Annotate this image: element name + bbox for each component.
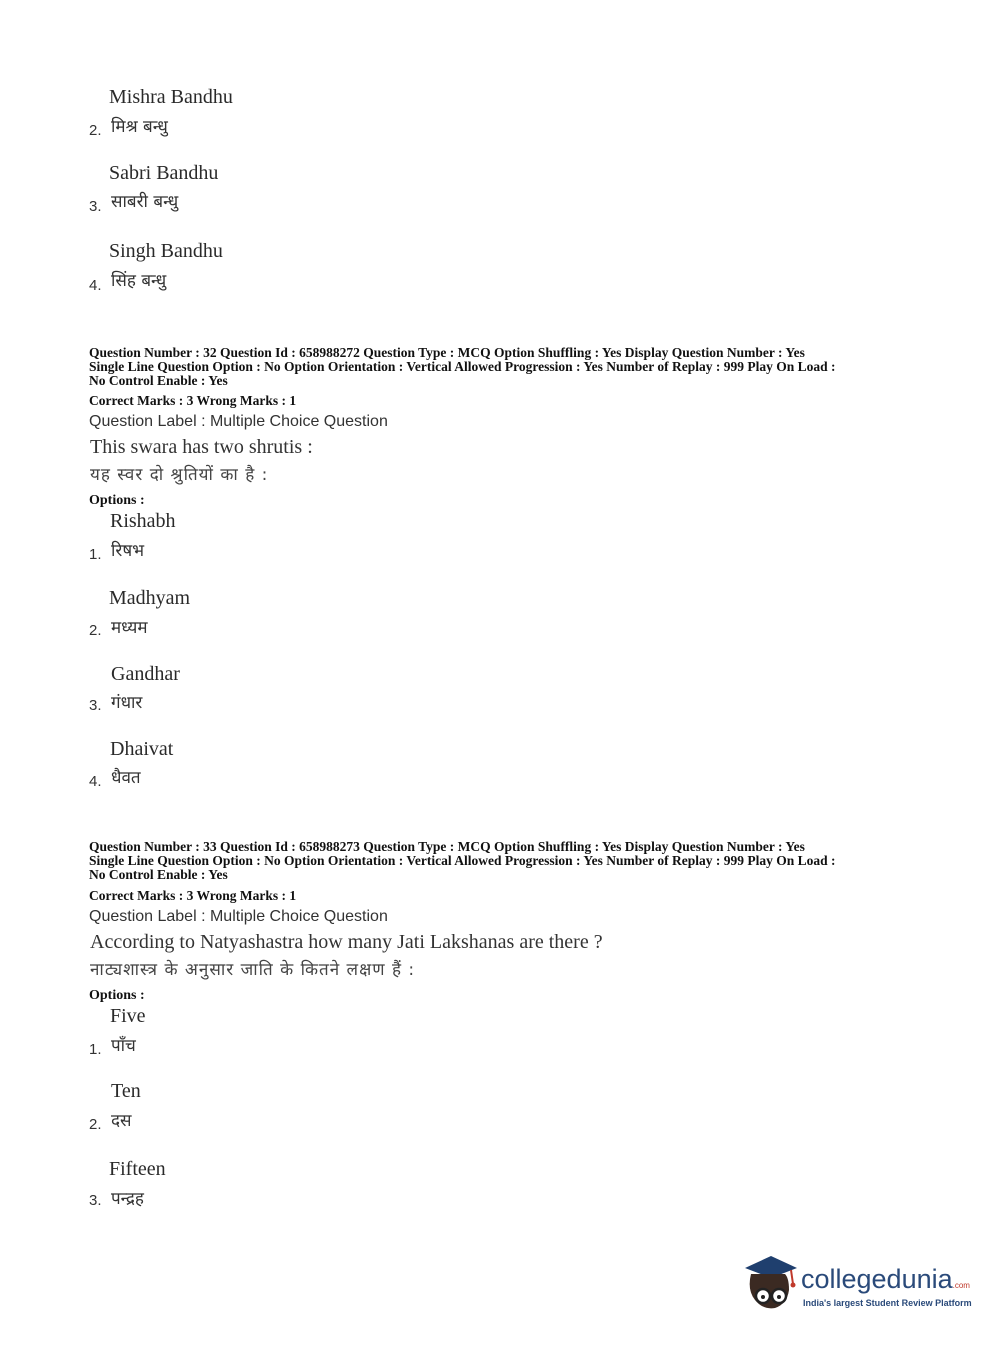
- option-hindi: धैवत: [111, 768, 141, 788]
- question-meta-line: Single Line Question Option : No Option Orientation : Vertical Allowed Progression : Yes Number of Replay : 999 Play On Load :: [89, 359, 836, 374]
- option-hindi: पाँच: [111, 1036, 136, 1056]
- option-english: Singh Bandhu: [109, 240, 223, 262]
- option-number: 4.: [89, 773, 102, 790]
- option-number: 2.: [89, 122, 102, 139]
- question-label: Question Label : Multiple Choice Question: [89, 908, 388, 925]
- option-english: Fifteen: [109, 1158, 166, 1180]
- option-number: 1.: [89, 1041, 102, 1058]
- logo-name: collegedunia: [801, 1264, 953, 1294]
- question-meta-line: Question Number : 33 Question Id : 658988273 Question Type : MCQ Option Shuffling : Yes Display Question Number : Yes: [89, 839, 805, 854]
- option-english: Sabri Bandhu: [109, 162, 219, 184]
- option-english: Dhaivat: [110, 738, 174, 760]
- option-english: Mishra Bandhu: [109, 86, 233, 108]
- question-text-hindi: यह स्वर दो श्रुतियों का है :: [90, 465, 269, 485]
- option-number: 3.: [89, 1192, 102, 1209]
- question-label: Question Label : Multiple Choice Question: [89, 413, 388, 430]
- option-number: 3.: [89, 697, 102, 714]
- option-english: Five: [110, 1005, 146, 1027]
- option-number: 2.: [89, 1116, 102, 1133]
- question-marks: Correct Marks : 3 Wrong Marks : 1: [89, 393, 297, 408]
- option-hindi: रिषभ: [111, 541, 145, 561]
- logo-suffix: .com: [952, 1281, 970, 1290]
- question-marks: Correct Marks : 3 Wrong Marks : 1: [89, 888, 297, 903]
- option-hindi: गंधार: [111, 693, 143, 713]
- option-english: Gandhar: [111, 663, 180, 685]
- option-hindi: मिश्र बन्धु: [111, 117, 168, 137]
- question-meta-line: Single Line Question Option : No Option Orientation : Vertical Allowed Progression : Yes Number of Replay : 999 Play On Load :: [89, 853, 836, 868]
- option-hindi: मध्यम: [111, 618, 148, 638]
- option-hindi: सिंह बन्धु: [111, 271, 167, 291]
- question-text-english: According to Natyashastra how many Jati Lakshanas are there ?: [90, 931, 603, 953]
- mascot-icon: [741, 1250, 799, 1314]
- question-text-hindi: नाट्यशास्त्र के अनुसार जाति के कितने लक्षण हैं :: [90, 960, 416, 980]
- question-meta-line: No Control Enable : Yes: [89, 867, 228, 882]
- option-number: 1.: [89, 546, 102, 563]
- option-number: 4.: [89, 277, 102, 294]
- option-hindi: दस: [111, 1111, 132, 1131]
- option-number: 2.: [89, 622, 102, 639]
- option-hindi: साबरी बन्धु: [111, 192, 179, 212]
- question-meta-line: Question Number : 32 Question Id : 658988272 Question Type : MCQ Option Shuffling : Yes Display Question Number : Yes: [89, 345, 805, 360]
- question-text-english: This swara has two shrutis :: [90, 436, 313, 458]
- logo-tagline: India's largest Student Review Platform: [803, 1298, 972, 1308]
- options-heading: Options :: [89, 988, 145, 1003]
- option-english: Madhyam: [109, 587, 191, 609]
- option-hindi: पन्द्रह: [111, 1189, 144, 1209]
- option-number: 3.: [89, 198, 102, 215]
- question-meta-line: No Control Enable : Yes: [89, 373, 228, 388]
- option-english: Ten: [111, 1080, 141, 1102]
- collegedunia-logo: [741, 1250, 971, 1318]
- options-heading: Options :: [89, 493, 145, 508]
- option-english: Rishabh: [110, 510, 176, 532]
